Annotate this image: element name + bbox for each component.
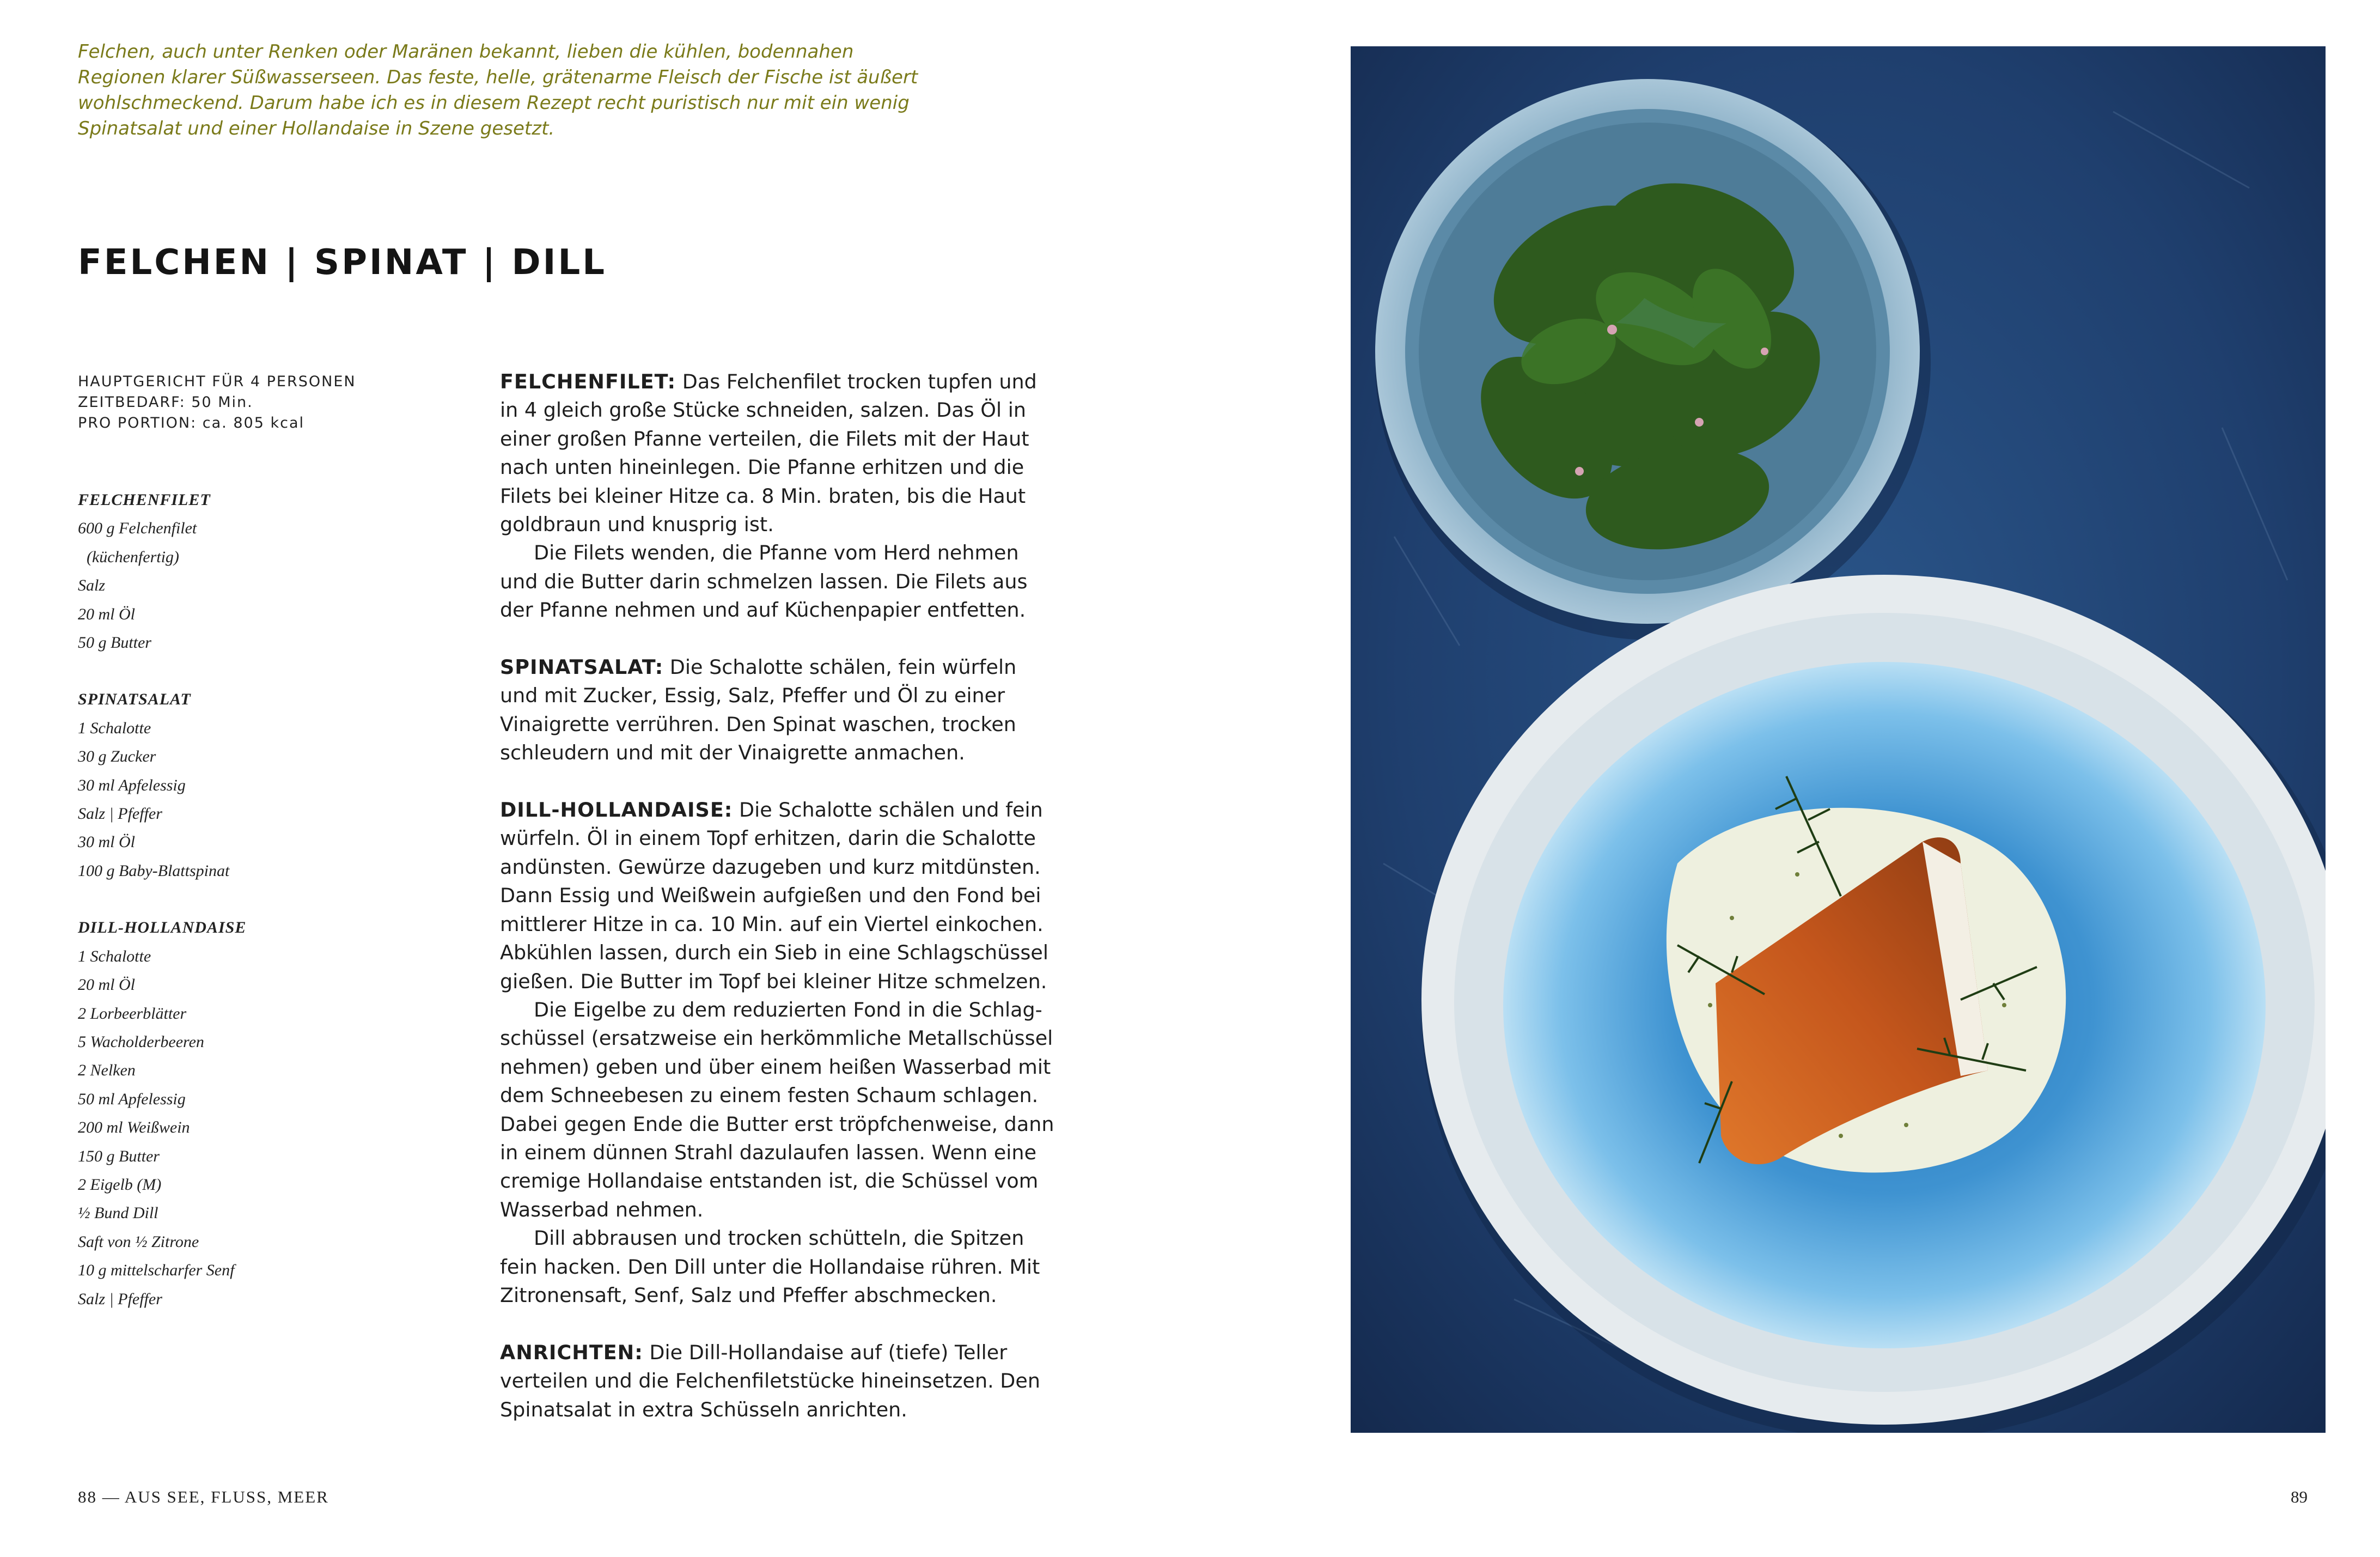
method-line: schleudern und mit der Vinaigrette anmachen. — [500, 741, 965, 765]
method-line: Die Filets wenden, die Pfanne vom Herd nehmen — [534, 541, 1019, 565]
method-line: andünsten. Gewürze dazugeben und kurz mitdünsten. — [500, 855, 1041, 879]
method-line: einer großen Pfanne verteilen, die Filets mit der Haut — [500, 427, 1029, 451]
ingredient-item: Salz | Pfeffer — [78, 805, 162, 823]
ingredient-heading: SPINATSALAT — [78, 690, 191, 709]
method-line: nehmen) geben und über einem heißen Wasserbad mit — [500, 1055, 1051, 1079]
method-line: fein hacken. Den Dill unter die Hollandaise rühren. Mit — [500, 1255, 1040, 1279]
intro-line: Felchen, auch unter Renken oder Maränen bekannt, lieben die kühlen, bodennahen — [78, 41, 854, 63]
method-line: Dabei gegen Ende die Butter erst tröpfchenweise, dann — [500, 1112, 1054, 1136]
method-line: goldbraun und knusprig ist. — [500, 513, 774, 537]
method-line: Die Eigelbe zu dem reduzierten Fond in die Schlag- — [534, 998, 1042, 1021]
page-number-right: 89 — [2291, 1487, 2308, 1506]
method-line: Vinaigrette verrühren. Den Spinat waschen, trocken — [500, 712, 1016, 736]
ingredient-item: Salz | Pfeffer — [78, 1290, 162, 1308]
method-text — [500, 368, 1054, 1452]
ingredient-item: 2 Nelken — [78, 1061, 136, 1080]
intro-text — [78, 39, 927, 142]
method-line: dem Schneebesen zu einem festen Schaum schlagen. — [500, 1084, 1039, 1108]
ingredient-item: 1 Schalotte — [78, 719, 151, 737]
method-line: Spinatsalat in extra Schüsseln anrichten. — [500, 1397, 907, 1421]
ingredient-item: 100 g Baby-Blattspinat — [78, 861, 230, 880]
ingredient-item: 200 ml Weißwein — [78, 1118, 190, 1137]
intro-line: Regionen klarer Süßwasserseen. Das feste, helle, grätenarme Fleisch der Fische ist äußert — [78, 66, 918, 88]
method-line: in einem dünnen Strahl dazulaufen lassen. Wenn eine — [500, 1140, 1037, 1164]
method-step-spinatsalat — [500, 653, 1039, 768]
method-step-heading: ANRICHTEN: — [500, 1340, 643, 1364]
method-line: verteilen und die Felchenfiletstücke hineinsetzen. Den — [500, 1369, 1040, 1393]
method-line: Die Dill-Hollandaise auf (tiefe) Teller — [643, 1340, 1008, 1364]
intro-line: wohlschmeckend. Darum habe ich es in diesem Rezept recht puristisch nur mit ein wenig — [78, 92, 910, 114]
ingredient-group-dill-hollandaise — [78, 914, 246, 1313]
ingredient-item: Salz — [78, 576, 106, 595]
portion-text: PRO PORTION: ca. 805 kcal — [78, 415, 304, 431]
time-text: ZEITBEDARF: 50 Min. — [78, 394, 253, 411]
ingredient-item: 50 ml Apfelessig — [78, 1090, 186, 1108]
ingredient-item: 30 g Zucker — [78, 747, 156, 766]
ingredient-item: 30 ml Öl — [78, 833, 135, 852]
ingredient-group-spinatsalat — [78, 685, 246, 885]
servings-text: HAUPTGERICHT FÜR 4 PERSONEN — [78, 373, 356, 390]
ingredient-group-felchenfilet — [78, 486, 246, 657]
method-step-anrichten — [500, 1339, 1039, 1424]
method-step-heading: DILL-HOLLANDAISE: — [500, 798, 733, 822]
method-line: schüssel (ersatzweise ein herkömmliche Metallschüssel — [500, 1026, 1053, 1050]
method-line: würfeln. Öl in einem Topf erhitzen, darin die Schalotte — [500, 826, 1036, 850]
ingredient-item: 50 g Butter — [78, 634, 151, 652]
dish-photo — [1351, 46, 2326, 1433]
ingredient-item: 2 Lorbeerblätter — [78, 1004, 187, 1023]
method-step-dill-hollandaise — [500, 796, 1054, 1310]
intro-line: Spinatsalat und einer Hollandaise in Szene gesetzt. — [78, 118, 555, 139]
ingredient-item: (küchenfertig) — [87, 548, 179, 566]
method-step-heading: FELCHENFILET: — [500, 370, 676, 393]
method-line: cremige Hollandaise entstanden ist, die Schüssel vom — [500, 1169, 1039, 1193]
method-step-felchenfilet — [500, 368, 1039, 625]
method-line: Filets bei kleiner Hitze ca. 8 Min. braten, bis die Haut — [500, 484, 1026, 508]
ingredient-item: 150 g Butter — [78, 1147, 160, 1165]
method-step-heading: SPINATSALAT: — [500, 655, 664, 679]
method-line: Das Felchenfilet trocken tupfen und — [676, 370, 1037, 393]
ingredient-item: 20 ml Öl — [78, 976, 135, 994]
method-line: mittlerer Hitze in ca. 10 Min. auf ein Viertel einkochen. — [500, 912, 1043, 936]
method-line: und die Butter darin schmelzen lassen. Die Filets aus — [500, 569, 1028, 593]
ingredient-item: 2 Eigelb (M) — [78, 1175, 162, 1194]
ingredient-heading: FELCHENFILET — [78, 491, 211, 509]
method-line: und mit Zucker, Essig, Salz, Pfeffer und Öl zu einer — [500, 684, 1005, 708]
ingredient-heading: DILL-HOLLANDAISE — [78, 919, 247, 937]
method-line: nach unten hineinlegen. Die Pfanne erhitzen und die — [500, 455, 1024, 479]
ingredient-item: 1 Schalotte — [78, 947, 151, 965]
ingredient-item: 30 ml Apfelessig — [78, 776, 186, 794]
ingredient-item: Saft von ½ Zitrone — [78, 1232, 199, 1251]
method-line: Dill abbrausen und trocken schütteln, die Spitzen — [534, 1226, 1024, 1250]
method-line: Abkühlen lassen, durch ein Sieb in eine Schlagschüssel — [500, 941, 1048, 965]
ingredient-item: 20 ml Öl — [78, 605, 135, 623]
ingredient-item: 10 g mittelscharfer Senf — [78, 1261, 235, 1280]
method-line: in 4 gleich große Stücke schneiden, salzen. Das Öl in — [500, 398, 1026, 422]
ingredient-list — [78, 486, 246, 1342]
method-line: Dann Essig und Weißwein aufgießen und den Fond bei — [500, 884, 1041, 908]
recipe-title: FELCHEN | SPINAT | DILL — [78, 242, 607, 283]
method-line: Wasserbad nehmen. — [500, 1197, 704, 1221]
method-line: der Pfanne nehmen und auf Küchenpapier entfetten. — [500, 598, 1026, 622]
method-line: Zitronensaft, Senf, Salz und Pfeffer abschmecken. — [500, 1283, 997, 1307]
page-footer-left: 88 — AUS SEE, FLUSS, MEER — [78, 1487, 329, 1506]
method-line: Die Schalotte schälen und fein — [733, 798, 1043, 822]
ingredient-item: 600 g Felchenfilet — [78, 519, 197, 538]
recipe-meta — [78, 372, 356, 434]
ingredient-item: 5 Wacholderbeeren — [78, 1032, 204, 1051]
ingredient-item: ½ Bund Dill — [78, 1204, 158, 1223]
method-line: gießen. Die Butter im Topf bei kleiner Hitze schmelzen. — [500, 969, 1047, 993]
fish-plate-illustration — [1421, 575, 2326, 1433]
method-line: Die Schalotte schälen, fein würfeln — [663, 655, 1017, 679]
